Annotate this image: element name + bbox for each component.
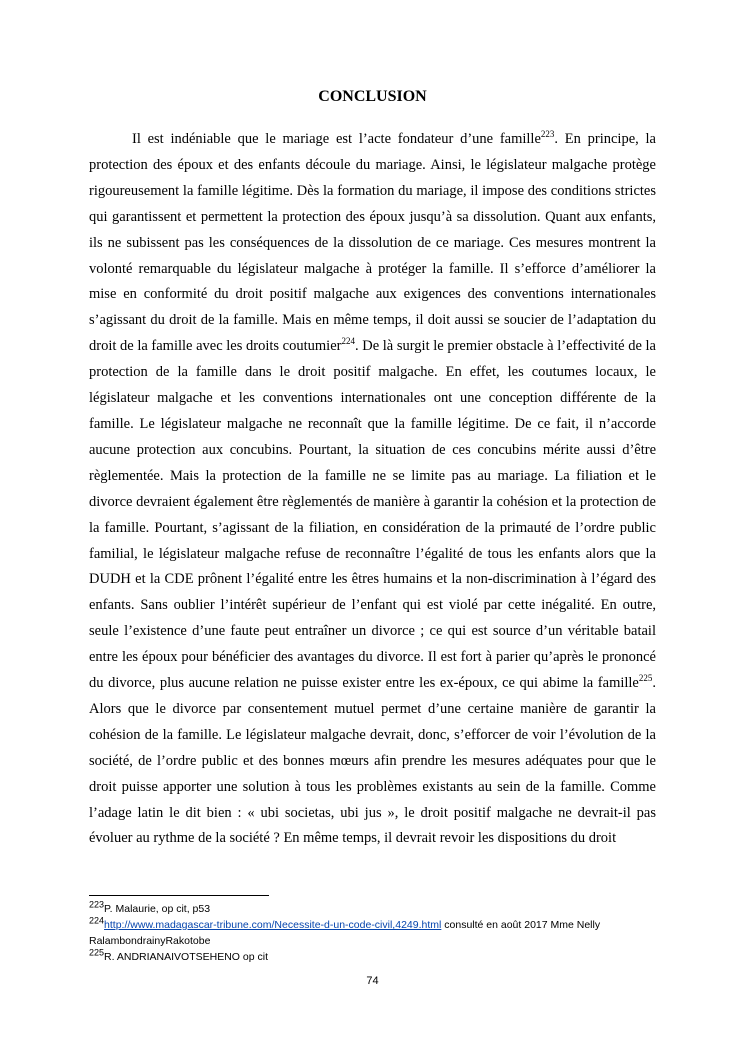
footnote-number: 224 (89, 915, 105, 926)
body-paragraph (89, 127, 656, 852)
footnote-separator (89, 895, 269, 896)
footnote-number: 223 (89, 899, 105, 910)
footnote-ref-223: 223 (540, 129, 555, 140)
page-title: CONCLUSION (318, 88, 427, 105)
page-number: 74 (366, 975, 379, 987)
footnote-text: P. Malaurie, op cit, p53 (104, 903, 211, 915)
footnote-ref-225: 225 (638, 673, 653, 684)
footnote-text: R. ANDRIANAIVOTSEHENO op cit (104, 951, 268, 963)
paragraph-text-2: . En principe, la protection des époux et des enfants découle du mariage. Ainsi, le législateur malgache protège rigoureusement la famille légitime. Dès la formation du mariage, il impose des conditions strictes qui garantissent et permettent la protection des époux jusqu’à sa dissolution. Quant aux enfants, ils ne subissent pas les conséquences de la dissolution de ce mariage. Ces mesures montrent la volonté remarquable du législateur malgache à protéger la famille. Il s’efforce d’améliorer la mise en conformité du droit positif malgache aux exigences des conventions internationales s’agissant du droit de la famille. Mais en même temps, il doit aussi se soucier de l’adaptation du droit de la famille avec les droits coutumier (89, 131, 656, 355)
paragraph-text-1: Il est indéniable que le mariage est l’acte fondateur d’une famille (132, 131, 541, 147)
paragraph-text-4: . Alors que le divorce par consentement mutuel permet d’une certaine manière de garantir la cohésion de la famille. Le législateur malgache devrait, donc, s’efforcer de voir l’évolution de la société, de l’ordre public et des bonnes mœurs afin prendre les mesures adéquates pour que le droit puisse apporter une solution à tous les problèmes existants au sein de la famille. Comme l’adage latin le dit bien : « ubi societas, ubi jus », le droit positif malgache ne devrait-il pas évoluer au rythme de la société ? En même temps, il devrait revoir les dispositions du droit (89, 675, 656, 847)
footnote-223 (89, 901, 659, 917)
footnote-link[interactable]: http://www.madagascar-tribune.com/Necessite-d-un-code-civil,4249.html (104, 919, 442, 931)
paragraph-text-3: . De là surgit le premier obstacle à l’effectivité de la protection de la famille dans le droit positif malgache. En effet, les coutumes locaux, le législateur malgache et les conventions internationales ont une conception différente de la famille. Le législateur malgache ne reconnaît que la famille légitime. De ce fait, il n’accorde aucune protection aux concubins. Pourtant, la situation de ces concubins mérite aussi d’être règlementée. Mais la protection de la famille ne se limite pas au mariage. La filiation et le divorce devraient également être règlementés de manière à garantir la cohésion et la protection de la famille. Pourtant, s’agissant de la filiation, en considération de la primauté de l’ordre public familial, le législateur malgache refuse de reconnaître l’égalité de tous les enfants alors que la DUDH et la CDE prônent l’égalité entre les êtres humains et la non-discrimination à l’égard des enfants. Sans oublier l’intérêt supérieur de l’enfant qui est violé par cette inégalité. En outre, seule l’existence d’une faute peut entraîner un divorce ; ce qui est source d’un véritable batail entre les époux pour bénéficier des avantages du divorce. Il est fort à parier qu’après le prononcé du divorce, plus aucune relation ne puisse exister entre les ex-époux, ce qui abime la famille (89, 338, 656, 692)
footnote-ref-224: 224 (341, 336, 355, 347)
footnote-text: consulté en août 2017 Mme Nelly RalambondrainyRakotobe (89, 919, 601, 947)
footnote-number: 225 (89, 947, 105, 958)
footnote-225 (89, 949, 659, 965)
footnote-224 (89, 917, 659, 949)
